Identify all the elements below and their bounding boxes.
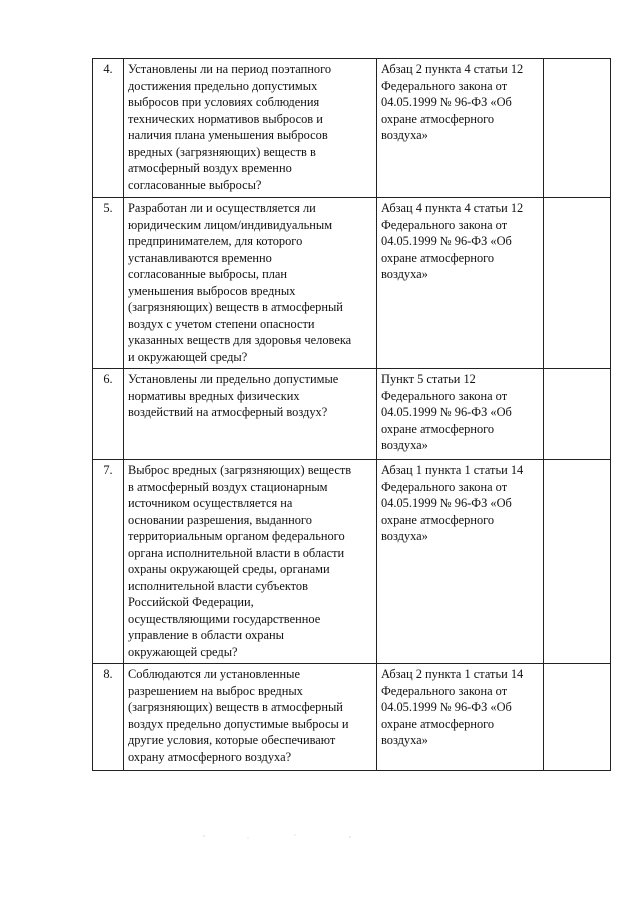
question-line: источником осуществляется на [128,496,293,510]
reference-line: Абзац 2 пункта 4 статьи 12 [381,62,524,76]
reference-line: Федерального закона от [381,388,508,403]
question-cell [124,59,377,198]
reference-line: 04.05.1999 № 96-ФЗ «Об [381,405,512,419]
question-cell [124,198,377,369]
question-line: Выброс вредных (загрязняющих) веществ [128,463,352,477]
question-line: Российской Федерации, [128,595,254,609]
checklist-table [92,58,611,771]
row-number: 5. [93,198,124,369]
question-line: уменьшения выбросов вредных [128,283,296,298]
row-number: 7. [93,460,124,664]
question-line: (загрязняющих) веществ в атмосферный [128,300,343,314]
question-line: основании разрешения, выданного [128,512,312,527]
answer-cell[interactable] [544,460,611,664]
legal-reference-cell [377,59,544,198]
row-number: 8. [93,664,124,771]
question-line: другие условия, которые обеспечивают [128,733,336,747]
answer-cell[interactable] [544,59,611,198]
question-line: нормативы вредных физических [128,388,300,403]
question-line: Разработан ли и осуществляется ли [128,201,316,215]
question-line: предпринимателем, для которого [128,234,303,248]
reference-line: Абзац 2 пункта 1 статьи 14 [381,667,524,681]
question-line: согласованные выбросы, план [128,267,288,281]
answer-cell[interactable] [544,664,611,771]
reference-line: 04.05.1999 № 96-ФЗ «Об [381,234,512,248]
reference-line: 04.05.1999 № 96-ФЗ «Об [381,95,512,109]
reference-line: Пункт 5 статьи 12 [381,372,476,386]
question-line: исполнительной власти субъектов [128,578,308,593]
question-line: Установлены ли предельно допустимые [128,372,339,386]
question-line: в атмосферный воздух стационарным [128,479,328,494]
question-line: территориальным органом федерального [128,529,345,543]
reference-line: охране атмосферного [381,250,495,265]
question-line: органа исполнительной власти в области [128,545,345,560]
question-line: воздействий на атмосферный воздух? [128,405,328,419]
scan-noise-marks [200,832,360,842]
question-line: воздух предельно допустимые выбросы и [128,716,349,731]
reference-line: охране атмосферного [381,111,495,126]
answer-cell[interactable] [544,198,611,369]
reference-line: воздуха» [381,733,428,747]
question-cell [124,460,377,664]
question-line: и окружающей среды? [128,349,248,364]
legal-reference-cell [377,369,544,460]
question-line: атмосферный воздух временно [128,161,292,175]
legal-reference-cell [377,664,544,771]
question-line: выбросов при условиях соблюдения [128,95,320,109]
reference-line: Федерального закона от [381,78,508,93]
legal-reference-cell [377,460,544,664]
question-line: согласованные выбросы? [128,177,262,192]
question-line: охрану атмосферного воздуха? [128,749,292,764]
question-line: наличия плана уменьшения выбросов [128,128,328,142]
question-line: достижения предельно допустимых [128,78,318,93]
answer-cell[interactable] [544,369,611,460]
reference-line: воздуха» [381,128,428,142]
reference-line: охране атмосферного [381,512,495,527]
question-line: охраны окружающей среды, органами [128,562,330,576]
table-row [93,59,611,198]
question-line: окружающей среды? [128,644,238,659]
question-line: вредных (загрязняющих) веществ в [128,144,316,159]
table-row [93,460,611,664]
reference-line: Абзац 1 пункта 1 статьи 14 [381,463,524,477]
question-cell [124,664,377,771]
reference-line: Федерального закона от [381,683,508,698]
question-line: осуществляющими государственное [128,611,321,626]
question-line: юридическим лицом/индивидуальным [128,217,333,232]
reference-line: охране атмосферного [381,716,495,731]
question-line: (загрязняющих) веществ в атмосферный [128,700,343,714]
legal-reference-cell [377,198,544,369]
reference-line: воздуха» [381,438,428,452]
question-line: устанавливаются временно [128,250,272,265]
reference-line: Федерального закона от [381,479,508,494]
question-line: воздух с учетом степени опасности [128,316,315,331]
question-line: управление в области охраны [128,628,284,642]
question-line: Установлены ли на период поэтапного [128,62,332,76]
reference-line: 04.05.1999 № 96-ФЗ «Об [381,700,512,714]
table-row [93,664,611,771]
table-row [93,369,611,460]
reference-line: Федерального закона от [381,217,508,232]
reference-line: воздуха» [381,529,428,543]
question-cell [124,369,377,460]
question-line: технических нормативов выбросов и [128,111,323,126]
question-line: указанных веществ для здоровья человека [128,333,352,347]
reference-line: 04.05.1999 № 96-ФЗ «Об [381,496,512,510]
question-line: Соблюдаются ли установленные [128,667,300,681]
reference-line: охране атмосферного [381,421,495,436]
row-number: 4. [93,59,124,198]
reference-line: Абзац 4 пункта 4 статьи 12 [381,201,524,215]
reference-line: воздуха» [381,267,428,281]
question-line: разрешением на выброс вредных [128,683,303,698]
table-row [93,198,611,369]
row-number: 6. [93,369,124,460]
